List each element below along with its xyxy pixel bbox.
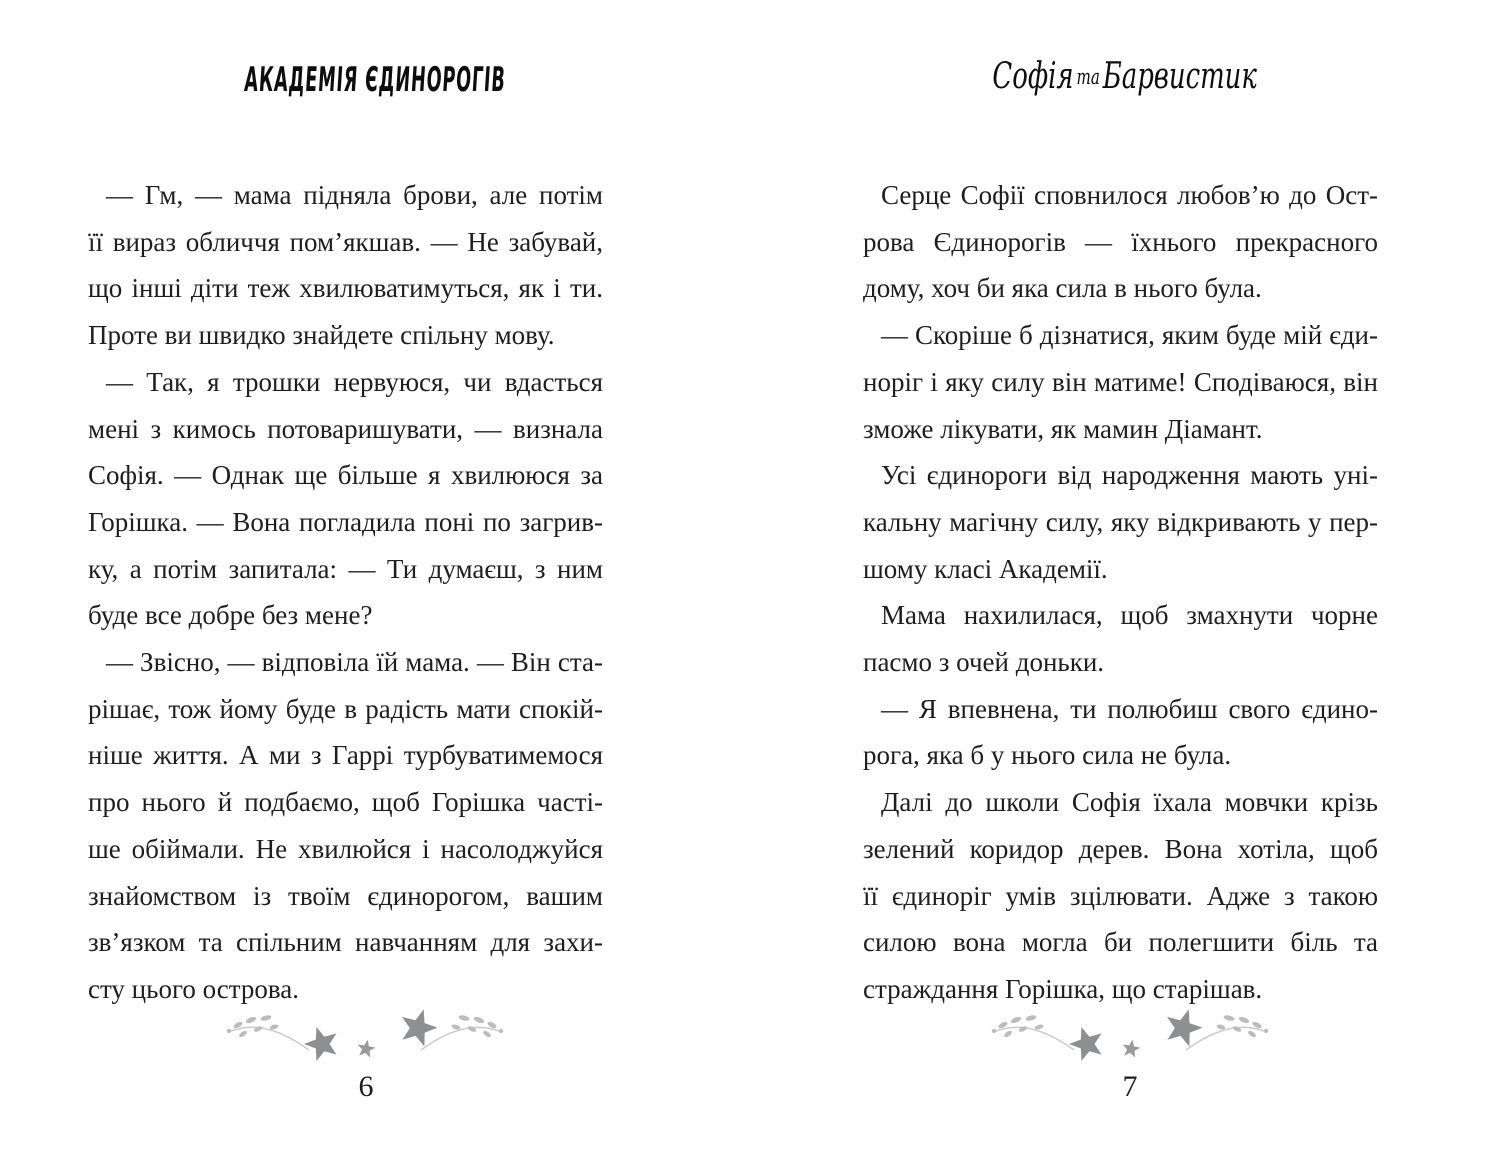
- laurel-branch-icon: [992, 1014, 1074, 1050]
- star-icon: [1161, 1008, 1207, 1049]
- text-line: рішає, тож йому буде в радість мати спокій-: [88, 693, 603, 724]
- paragraph: [88, 172, 603, 359]
- page-number: 7: [1122, 1070, 1138, 1103]
- body-text-column: [88, 172, 603, 1013]
- text-line: її вираз обличчя пом’якшав. — Не забувай,: [88, 226, 603, 257]
- text-line: рова Єдинорогів — їхнього прекрасного: [863, 226, 1378, 257]
- body-text-column: [863, 172, 1378, 1013]
- star-icon: [1065, 1022, 1108, 1064]
- text-line: сту цього острова.: [88, 973, 300, 1004]
- text-line: — Гм, — мама підняла брови, але потім: [106, 180, 603, 210]
- book-title-header: [0, 60, 750, 100]
- text-line: шому класі Академії.: [863, 553, 1108, 584]
- text-line: ніше життя. А ми з Гаррі турбуватимемося: [88, 740, 603, 771]
- text-line: буде все добре без мене?: [88, 600, 373, 631]
- star-icon: [300, 1022, 343, 1064]
- text-line: дому, хоч би яка сила в нього була.: [863, 273, 1262, 304]
- paragraph: [863, 172, 1378, 312]
- text-line: Софія. — Однак ще більше я хвилююся за: [88, 460, 603, 491]
- star-icon: [1121, 1038, 1142, 1058]
- text-line: Мама нахилилася, щоб змахнути чорне: [881, 600, 1378, 631]
- paragraph: [863, 312, 1378, 452]
- paragraph: [863, 686, 1378, 779]
- chapter-title-header: [750, 56, 1500, 97]
- text-line: Проте ви швидко знайдете спільну мову.: [88, 320, 555, 351]
- text-line: зможе лікувати, як мамин Діамант.: [863, 413, 1263, 444]
- book-title-text: АКАДЕМІЯ ЄДИНОРОГІВ: [243, 60, 507, 100]
- ornament-graphic: [990, 1008, 1270, 1066]
- text-line: страждання Горішка, що старішав.: [863, 973, 1263, 1004]
- ornament: [225, 1008, 505, 1066]
- text-line: кальну магічну силу, яку відкривають у пер-: [863, 506, 1378, 537]
- star-icon: [356, 1038, 377, 1058]
- laurel-branch-icon: [421, 1014, 503, 1050]
- text-line: знайомством із твоїм єдинорогом, вашим: [88, 880, 603, 911]
- chapter-title-part2: Барвистик: [1103, 56, 1258, 97]
- text-line: силою вона могла би полегшити біль та: [863, 927, 1378, 958]
- text-line: ше обіймали. Не хвилюйся і насолоджуйся: [88, 833, 603, 864]
- right-page: [750, 0, 1500, 1151]
- laurel-branch-icon: [1186, 1014, 1268, 1050]
- text-line: зелений коридор дерев. Вона хотіла, щоб: [863, 833, 1378, 864]
- text-line: Усі єдинороги від народження мають уні-: [881, 460, 1378, 491]
- text-line: — Скоріше б дізнатися, яким буде мій єди-: [881, 320, 1378, 351]
- text-line: — Я впевнена, ти полюбиш свого єдино-: [881, 693, 1378, 724]
- ornament: [990, 1008, 1270, 1066]
- star-icon: [396, 1008, 442, 1049]
- chapter-title-conjunction: та: [1076, 65, 1101, 89]
- text-line: — Звісно, — відповіла їй мама. — Він ста-: [106, 647, 603, 678]
- ornament-graphic: [225, 1008, 505, 1066]
- paragraph: [863, 452, 1378, 592]
- chapter-title-text: [993, 56, 1257, 97]
- paragraph: [863, 592, 1378, 685]
- page-number: 6: [358, 1070, 374, 1103]
- laurel-branch-icon: [227, 1014, 309, 1050]
- text-line: зв’язком та спільним навчанням для захи-: [88, 927, 603, 958]
- text-line: рога, яка б у нього сила не була.: [863, 740, 1232, 771]
- text-line: Серце Софії сповнилося любов’ю до Ост-: [881, 180, 1378, 210]
- text-line: що інші діти теж хвилюватимуться, як і ти.: [88, 273, 603, 304]
- paragraph: [863, 779, 1378, 1013]
- chapter-title-part1: Софія: [992, 56, 1074, 97]
- text-line: мені з кимось потоваришувати, — визнала: [88, 413, 603, 444]
- text-line: про нього й подбаємо, щоб Горішка часті-: [88, 787, 603, 818]
- text-line: пасмо з очей доньки.: [863, 647, 1105, 678]
- text-line: її єдиноріг умів зцілювати. Адже з такою: [863, 880, 1378, 911]
- paragraph: [88, 359, 603, 639]
- paragraph: [88, 639, 603, 1013]
- text-line: Далі до школи Софія їхала мовчки крізь: [881, 787, 1378, 818]
- text-line: норіг і яку силу він матиме! Сподіваюся, він: [863, 366, 1378, 397]
- text-line: ку, а потім запитала: — Ти думаєш, з ним: [88, 553, 603, 584]
- text-line: Горішка. — Вона погладила поні по загрив-: [88, 506, 603, 537]
- text-line: — Так, я трошки нервуюся, чи вдасться: [106, 366, 603, 397]
